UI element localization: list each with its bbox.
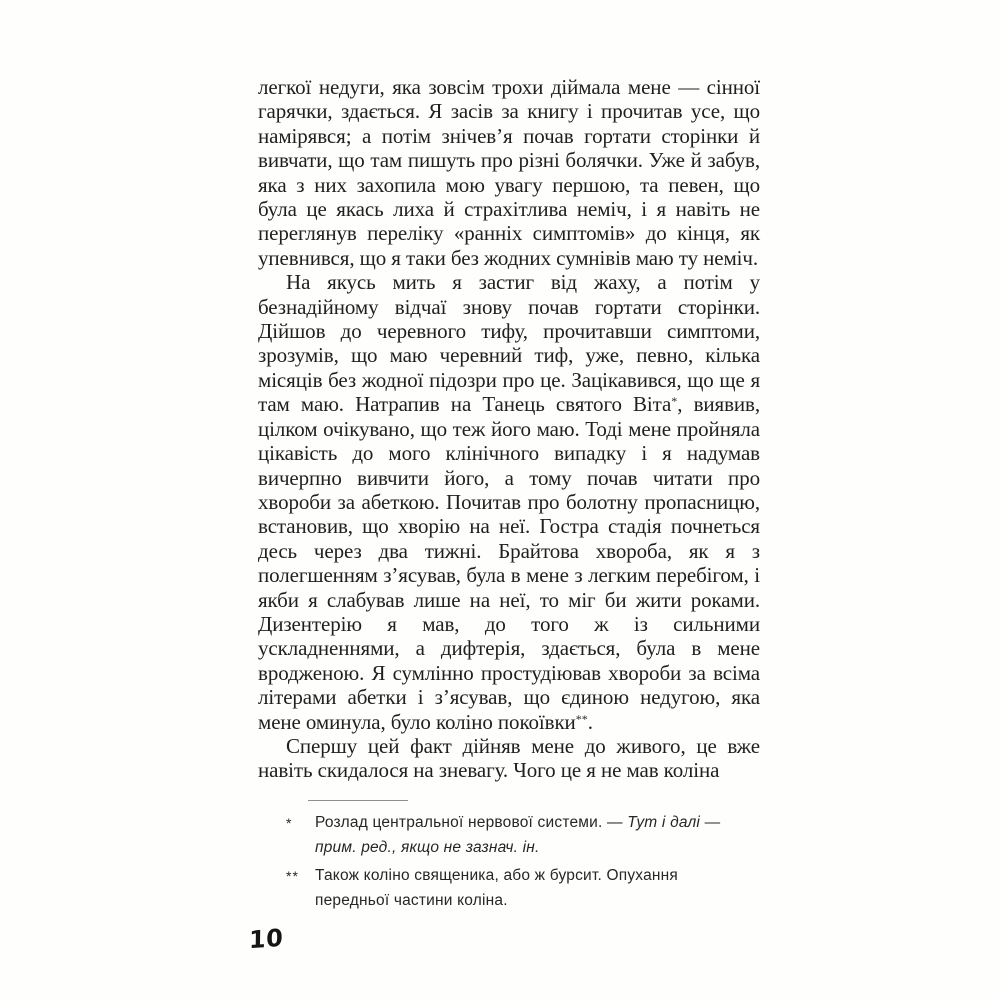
paragraph-text: Спершу цей факт дійняв мене до живого, це вже навіть скидалося на зневагу. Чого це я не мав коліна — [258, 733, 760, 783]
paragraph-text: , виявив, цілком очікувано, що теж його маю. Тоді мене пройняла цікавість до мого клінічного випадку і я надумав вичерпно вивчити його, а тому почав читати про хвороби за абеткою. Почитав про болотну пропасницю, встановив, що хворію на неї. Гостра стадія почнеться десь через два тижні. Брайтова хвороба, як я з полегшенням з’ясував, була в мене з легким перебігом, і якби я слабував лише на неї, то міг би жити роками. Дизентерію я мав, до того ж із сильними ускладненнями, а дифтерія, здається, була в мене вродженою. Я сумлінно простудіював хвороби за всіма літерами абетки і з’ясував, що єдиною недугою, яка мене оминула, було коліно покоївки — [258, 392, 761, 734]
footnote-text — [315, 810, 760, 860]
footnote-marker: ** — [286, 868, 299, 884]
footnote-text-regular: Розлад центральної нервової системи. — — [315, 814, 628, 831]
paragraph-text: легкої недуги, яка зовсім трохи діймала мене — сінної гарячки, здається. Я засів за книгу і прочитав усе, що намірявся; а потім знічев’я почав гортати сторінки й вивчати, що там пишуть про різні болячки. Уже й забув, яка з них захопила мою увагу першою, та певен, що була це якась лиха й страхітлива неміч, і я навіть не переглянув переліку «ранніх симптомів» до кінця, як упевнився, що я таки без жодних сумнівів маю ту неміч. — [258, 75, 760, 270]
footnote-separator-rule — [308, 800, 408, 801]
footnote-list — [286, 810, 760, 913]
footnotes-section — [286, 800, 760, 916]
paragraph-text: На якусь мить я застиг від жаху, а потім у безнадійному відчаї знову почав гортати сторінки. Дійшов до черевного тифу, прочитавши симптоми, зрозумів, що маю черевний тиф, уже, певно, кілька місяців без жодної підозри про це. Зацікавився, що ще я там маю. Натрапив на Танець святого Віта — [258, 270, 760, 417]
footnote-text-regular: Також коліно священика, або ж бурсит. Опухання передньої частини коліна. — [315, 867, 678, 909]
paragraph — [258, 734, 760, 783]
page-number: 10 — [248, 923, 284, 955]
footnote-text-italic: Тут і далі — прим. ред., якщо не зазнач. ін. — [315, 814, 721, 856]
paragraph — [258, 270, 760, 734]
footnote-ref-marker: * — [671, 394, 678, 409]
footnote — [286, 810, 760, 860]
footnote-text — [315, 863, 760, 913]
paragraph-text: . — [587, 709, 593, 734]
body-text-block — [258, 75, 760, 783]
paragraph — [258, 75, 760, 270]
footnote — [286, 863, 760, 913]
footnote-ref-marker: ** — [575, 711, 588, 726]
footnote-marker: * — [286, 815, 293, 831]
